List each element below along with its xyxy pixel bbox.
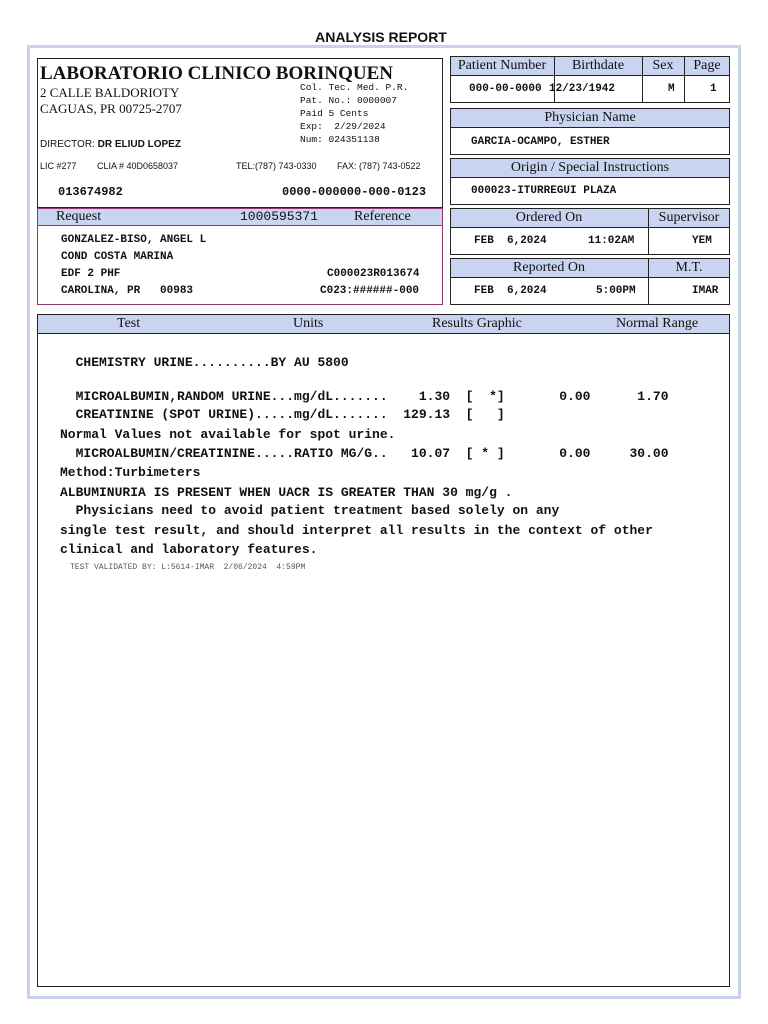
supervisor-value: YEM (692, 235, 712, 247)
origin-value: 000023-ITURREGUI PLAZA (471, 185, 617, 197)
supervisor-label: Supervisor (658, 210, 720, 225)
results-test-label: Test (117, 316, 141, 331)
reference-line-2: C023:######-000 (320, 285, 420, 297)
report-title: ANALYSIS REPORT (315, 29, 447, 45)
results-line: CHEMISTRY URINE..........BY AU 5800 (60, 355, 349, 370)
results-line: ALBUMINURIA IS PRESENT WHEN UACR IS GREATER THAN 30 mg/g . (60, 485, 513, 500)
patient-page: 1 (710, 83, 717, 95)
results-line: Physicians need to avoid patient treatment based solely on any (60, 503, 560, 518)
account-right: 0000-000000-000-0123 (282, 185, 427, 199)
reference-label: Reference (354, 209, 411, 224)
lab-address-2: CAGUAS, PR 00725-2707 (40, 101, 182, 116)
lic-number: LIC #277 (40, 161, 77, 171)
origin-label: Origin / Special Instructions (510, 160, 670, 175)
physician-name: GARCIA-OCAMPO, ESTHER (471, 136, 610, 148)
patient-birthdate: 12/23/1942 (549, 83, 616, 95)
mt-value: IMAR (692, 285, 719, 297)
results-graphic-label: Results Graphic (432, 316, 522, 331)
lab-address-1: 2 CALLE BALDORIOTY (40, 85, 180, 100)
director-label: DIRECTOR: (40, 139, 95, 150)
reported-time: 5:00PM (596, 285, 636, 297)
num-line: Num: 024351138 (300, 134, 380, 145)
patient-number-label: Patient Number (457, 58, 547, 73)
request-line-2: COND COSTA MARINA (61, 251, 174, 263)
account-left: 013674982 (58, 185, 123, 199)
request-line-4: CAROLINA, PR 00983 (61, 285, 194, 297)
paid-line: Paid 5 Cents (300, 108, 369, 119)
clia-number: CLIA # 40D0658037 (97, 161, 179, 171)
ordered-time: 11:02AM (588, 235, 635, 247)
exp-line: Exp: 2/29/2024 (300, 121, 386, 132)
patient-number: 000-00-0000 (469, 83, 542, 95)
request-line-3: EDF 2 PHF (61, 268, 121, 280)
sex-label: Sex (652, 58, 674, 73)
reported-label: Reported On (513, 260, 585, 275)
page-label: Page (693, 58, 721, 73)
ordered-label: Ordered On (515, 210, 583, 225)
results-line: MICROALBUMIN/CREATININE.....RATIO MG/G.. 10.07 [ * ] 0.00 30.00 (60, 446, 669, 461)
reported-date: FEB 6,2024 (474, 285, 547, 297)
results-units-label: Units (293, 316, 324, 331)
reference-line-1: C000023R013674 (327, 268, 420, 280)
lab-fax: FAX: (787) 743-0522 (337, 161, 421, 171)
request-line-1: GONZALEZ-BISO, ANGEL L (61, 234, 207, 246)
ordered-date: FEB 6,2024 (474, 235, 547, 247)
birthdate-label: Birthdate (571, 58, 625, 73)
physician-label: Physician Name (544, 110, 636, 125)
results-line: single test result, and should interpret all results in the context of other (60, 523, 653, 538)
request-number: 1000595371 (240, 209, 319, 224)
patient-sex: M (668, 83, 675, 95)
results-normal-label: Normal Range (616, 316, 699, 331)
validated-by: TEST VALIDATED BY: L:5614-IMAR 2/06/2024 4:59PM (70, 563, 306, 572)
results-line: MICROALBUMIN,RANDOM URINE...mg/dL....... 1.30 [ *] 0.00 1.70 (60, 389, 669, 404)
results-line: CREATININE (SPOT URINE).....mg/dL....... 129.13 [ ] (60, 407, 505, 422)
results-line: Normal Values not available for spot urine. (60, 427, 396, 442)
col-tec-line: Col. Tec. Med. P.R. (300, 82, 409, 93)
lab-telephone: TEL:(787) 743-0330 (236, 161, 317, 171)
lab-name: LABORATORIO CLINICO BORINQUEN (40, 63, 393, 84)
mt-label: M.T. (675, 260, 703, 275)
request-label: Request (56, 209, 102, 224)
results-line: Method:Turbimeters (60, 465, 201, 480)
director-line (40, 139, 181, 150)
results-line: clinical and laboratory features. (60, 542, 318, 557)
director-name: DR ELIUD LOPEZ (97, 139, 181, 150)
pat-no-line: Pat. No.: 0000007 (300, 95, 397, 106)
